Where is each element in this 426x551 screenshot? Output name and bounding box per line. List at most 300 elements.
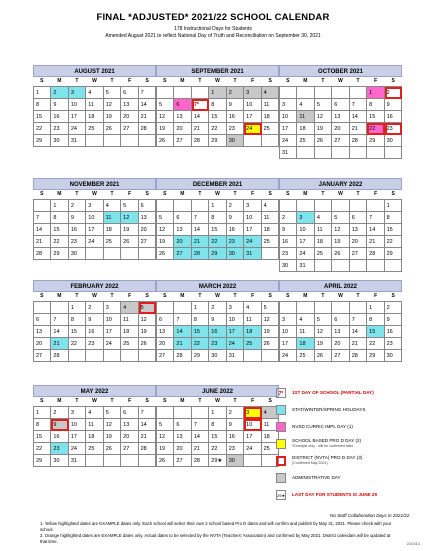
day-cell: 19 xyxy=(104,431,121,443)
day-cell: 23 xyxy=(227,443,244,455)
day-cell: 12 xyxy=(315,326,332,338)
weekday-row xyxy=(156,397,279,406)
day-cell: 29 xyxy=(367,350,384,362)
day-cell: 8 xyxy=(367,99,384,111)
day-cell: 24 xyxy=(104,338,121,350)
weekday-label: T xyxy=(198,293,202,299)
day-cell: 30 xyxy=(51,135,68,147)
amendment-note: Amended August 2021 to reflect National Day of Truth and Reconciliation on September 30, 2021 xyxy=(105,33,321,39)
day-cell xyxy=(332,87,349,99)
day-cell: 14 xyxy=(174,326,191,338)
day-cell xyxy=(297,200,314,212)
day-cell: 27 xyxy=(332,350,349,362)
day-cell: 11 xyxy=(315,224,332,236)
day-cell: 31 xyxy=(69,135,86,147)
weekday-label: T xyxy=(110,78,114,84)
day-cell xyxy=(139,350,156,362)
day-cell: 6 xyxy=(121,87,138,99)
day-cell: 5 xyxy=(121,200,138,212)
day-cell: 24 xyxy=(227,338,244,350)
day-cell: 7 xyxy=(139,407,156,419)
legend xyxy=(276,385,416,504)
day-cell: 6 xyxy=(139,200,156,212)
day-cell xyxy=(280,87,297,99)
weekday-label: S xyxy=(163,398,167,404)
weekday-label: M xyxy=(303,293,308,299)
legend-item xyxy=(276,419,416,434)
day-cell: 25 xyxy=(297,350,314,362)
day-cell: 11 xyxy=(104,212,121,224)
day-cell: 26 xyxy=(104,443,121,455)
day-cell: 26 xyxy=(315,135,332,147)
legend-label: ADMINISTRATIVE DAY xyxy=(292,474,341,480)
weekday-label: T xyxy=(233,293,237,299)
day-cell: 4 xyxy=(262,200,279,212)
month-header: MAY 2022 xyxy=(33,385,156,397)
day-cell: 7* xyxy=(192,99,209,111)
day-cell: 4 xyxy=(315,212,332,224)
weekday-label: S xyxy=(268,191,272,197)
day-cell xyxy=(244,135,261,147)
day-cell: 18 xyxy=(121,326,138,338)
month-may-2022 xyxy=(33,385,156,467)
day-cell: 5 xyxy=(104,87,121,99)
day-cell: 15 xyxy=(192,326,209,338)
day-cell: 4 xyxy=(262,87,279,99)
weekday-label: F xyxy=(128,398,132,404)
day-cell: 1 xyxy=(367,302,384,314)
day-cell xyxy=(192,200,209,212)
day-cell xyxy=(139,248,156,260)
day-cell: 10 xyxy=(244,212,261,224)
day-cell: 10 xyxy=(227,314,244,326)
legend-swatch xyxy=(276,456,286,466)
day-cell: 16 xyxy=(51,431,68,443)
weekday-label: T xyxy=(110,191,114,197)
day-cell xyxy=(297,147,314,159)
day-cell xyxy=(86,455,103,467)
legend-item xyxy=(276,436,416,451)
day-cell: 23 xyxy=(69,236,86,248)
day-cell: 11 xyxy=(262,419,279,431)
day-cell: 22 xyxy=(367,338,384,350)
day-cell: 6 xyxy=(332,314,349,326)
day-cell: 27 xyxy=(121,443,138,455)
day-cell: 22 xyxy=(385,236,402,248)
weekday-row xyxy=(279,77,402,86)
day-cell xyxy=(332,147,349,159)
day-cell: 22 xyxy=(192,338,209,350)
legend-swatch: 29★ xyxy=(276,490,286,500)
legend-swatch xyxy=(276,439,286,449)
day-cell: 29 xyxy=(209,248,226,260)
weekday-label: S xyxy=(391,78,395,84)
day-cell: 22 xyxy=(209,443,226,455)
legend-label: NVSD CURRIC IMPL DAY (1) xyxy=(292,423,353,429)
weekday-label: M xyxy=(57,191,62,197)
day-cell: 7 xyxy=(367,212,384,224)
legend-note: *Example only - will be confirmed later xyxy=(292,443,353,448)
weekday-label: T xyxy=(356,78,360,84)
weekday-label: T xyxy=(356,191,360,197)
day-cell: 21 xyxy=(192,443,209,455)
weekday-label: T xyxy=(233,398,237,404)
day-cell: 31 xyxy=(227,350,244,362)
day-cell: 27 xyxy=(34,350,51,362)
day-cell: 4 xyxy=(121,302,138,314)
weekday-row xyxy=(33,397,156,406)
day-cell: 15 xyxy=(367,326,384,338)
day-cell: 11 xyxy=(262,99,279,111)
day-grid xyxy=(156,406,279,467)
day-cell: 25 xyxy=(262,443,279,455)
day-cell: 20 xyxy=(139,224,156,236)
day-cell: 11 xyxy=(262,212,279,224)
day-cell xyxy=(104,248,121,260)
instructional-days-note: 178 Instructional Days for Students xyxy=(174,26,252,32)
day-cell: 12 xyxy=(104,419,121,431)
day-cell xyxy=(86,135,103,147)
weekday-label: W xyxy=(92,293,97,299)
day-cell: 30 xyxy=(280,260,297,272)
day-cell xyxy=(367,200,384,212)
day-cell: 12 xyxy=(262,314,279,326)
weekday-label: F xyxy=(128,293,132,299)
day-cell: 24 xyxy=(280,135,297,147)
day-cell: 12 xyxy=(157,431,174,443)
day-cell xyxy=(157,87,174,99)
day-cell: 11 xyxy=(244,314,261,326)
day-cell: 25 xyxy=(262,236,279,248)
day-cell: 9 xyxy=(280,224,297,236)
weekday-label: T xyxy=(356,293,360,299)
day-cell: 15 xyxy=(209,111,226,123)
day-cell: 26 xyxy=(157,455,174,467)
day-cell: 3 xyxy=(69,407,86,419)
day-cell xyxy=(262,350,279,362)
day-cell xyxy=(139,135,156,147)
legend-item xyxy=(276,470,416,485)
day-cell: 5 xyxy=(139,302,156,314)
day-cell: 8 xyxy=(209,212,226,224)
month-header: JANUARY 2022 xyxy=(279,178,402,190)
day-cell: 1 xyxy=(34,407,51,419)
day-cell: 20 xyxy=(174,236,191,248)
weekday-label: S xyxy=(268,293,272,299)
day-cell: 22 xyxy=(209,236,226,248)
day-cell xyxy=(244,455,261,467)
weekday-label: T xyxy=(321,293,325,299)
day-cell: 17 xyxy=(86,224,103,236)
day-cell xyxy=(297,87,314,99)
month-february-2022 xyxy=(33,280,156,362)
day-cell: 18 xyxy=(262,111,279,123)
weekday-label: M xyxy=(180,191,185,197)
day-cell: 4 xyxy=(86,407,103,419)
day-cell: 21 xyxy=(174,338,191,350)
weekday-label: M xyxy=(180,293,185,299)
weekday-label: W xyxy=(215,191,220,197)
day-cell: 13 xyxy=(332,111,349,123)
day-cell: 26 xyxy=(332,248,349,260)
day-cell: 25 xyxy=(244,338,261,350)
month-header: APRIL 2022 xyxy=(279,280,402,292)
day-cell: 7 xyxy=(350,314,367,326)
day-cell: 10 xyxy=(280,111,297,123)
weekday-row xyxy=(33,292,156,301)
day-cell: 4 xyxy=(244,302,261,314)
weekday-label: M xyxy=(57,293,62,299)
day-cell: 20 xyxy=(350,236,367,248)
weekday-label: T xyxy=(110,293,114,299)
day-cell: 14 xyxy=(192,111,209,123)
day-cell: 8 xyxy=(69,314,86,326)
day-cell: 21 xyxy=(192,123,209,135)
day-cell: 5 xyxy=(262,302,279,314)
month-header: AUGUST 2021 xyxy=(33,65,156,77)
day-cell: 21 xyxy=(34,236,51,248)
day-cell: 21 xyxy=(350,338,367,350)
legend-item xyxy=(276,453,416,468)
day-cell: 28 xyxy=(174,350,191,362)
day-cell: 5 xyxy=(157,419,174,431)
day-cell: 1 xyxy=(69,302,86,314)
day-cell: 7 xyxy=(139,87,156,99)
day-cell xyxy=(192,87,209,99)
day-cell: 30 xyxy=(385,350,402,362)
day-cell: 15 xyxy=(34,111,51,123)
day-cell: 29 xyxy=(34,135,51,147)
legend-swatch xyxy=(276,473,286,483)
day-cell: 20 xyxy=(34,338,51,350)
day-cell: 25 xyxy=(86,443,103,455)
day-cell: 3 xyxy=(280,99,297,111)
day-cell: 16 xyxy=(69,224,86,236)
day-cell: 28 xyxy=(139,123,156,135)
day-cell: 6 xyxy=(332,99,349,111)
day-cell: 6 xyxy=(121,407,138,419)
day-cell: 5 xyxy=(315,314,332,326)
day-cell: 9 xyxy=(51,419,68,431)
month-header: OCTOBER 2021 xyxy=(279,65,402,77)
weekday-label: S xyxy=(286,191,290,197)
day-cell: 10 xyxy=(86,212,103,224)
day-cell: 17 xyxy=(227,326,244,338)
weekday-label: S xyxy=(268,398,272,404)
day-cell: 2 xyxy=(51,407,68,419)
month-header: SEPTEMBER 2021 xyxy=(156,65,279,77)
day-cell: 8 xyxy=(34,419,51,431)
day-cell: 1 xyxy=(385,200,402,212)
day-cell: 10 xyxy=(297,224,314,236)
day-cell: 23 xyxy=(51,123,68,135)
day-cell: 2 xyxy=(51,87,68,99)
day-cell: 18 xyxy=(297,338,314,350)
day-cell: 30 xyxy=(209,350,226,362)
day-cell: 22 xyxy=(51,236,68,248)
day-cell: 23 xyxy=(86,338,103,350)
day-cell: 25 xyxy=(315,248,332,260)
day-cell: 9 xyxy=(51,99,68,111)
day-cell: 9 xyxy=(385,99,402,111)
day-cell: 26 xyxy=(121,236,138,248)
day-cell: 17 xyxy=(244,111,261,123)
day-cell: 3 xyxy=(104,302,121,314)
day-cell: 20 xyxy=(121,111,138,123)
day-cell: 15 xyxy=(209,224,226,236)
day-cell: 16 xyxy=(385,326,402,338)
day-cell: 24 xyxy=(86,236,103,248)
day-cell xyxy=(86,350,103,362)
day-cell: 9 xyxy=(227,212,244,224)
weekday-label: T xyxy=(75,293,79,299)
month-november-2021 xyxy=(33,178,156,260)
day-cell: 8 xyxy=(209,419,226,431)
day-cell xyxy=(34,200,51,212)
month-december-2021 xyxy=(156,178,279,260)
day-cell: 24 xyxy=(244,123,261,135)
weekday-label: S xyxy=(391,191,395,197)
day-cell: 29 xyxy=(209,135,226,147)
day-cell: 1 xyxy=(367,87,384,99)
day-grid xyxy=(279,301,402,362)
month-header: MARCH 2022 xyxy=(156,280,279,292)
weekday-label: S xyxy=(286,78,290,84)
day-cell xyxy=(104,455,121,467)
day-cell: 1 xyxy=(209,87,226,99)
doc-code: 210414 xyxy=(406,541,420,546)
weekday-label: F xyxy=(128,78,132,84)
day-cell: 26 xyxy=(315,350,332,362)
day-cell: 8 xyxy=(34,99,51,111)
day-cell: 18 xyxy=(104,224,121,236)
weekday-label: S xyxy=(391,293,395,299)
day-cell: 11 xyxy=(297,326,314,338)
day-cell: 3 xyxy=(244,87,261,99)
weekday-label: M xyxy=(303,191,308,197)
day-cell: 18 xyxy=(262,431,279,443)
day-cell: 17 xyxy=(244,224,261,236)
day-cell: 30 xyxy=(227,135,244,147)
weekday-label: T xyxy=(75,191,79,197)
day-cell: 16 xyxy=(280,236,297,248)
day-cell xyxy=(385,260,402,272)
weekday-label: F xyxy=(374,293,378,299)
day-cell: 18 xyxy=(86,111,103,123)
legend-label: DISTRICT (NVTA) PRO D DAY (3) (Confirmed May 2021) xyxy=(292,455,363,465)
weekday-label: W xyxy=(215,293,220,299)
day-cell: 3 xyxy=(86,200,103,212)
day-cell: 20 xyxy=(157,338,174,350)
day-cell xyxy=(121,135,138,147)
day-cell: 23 xyxy=(385,338,402,350)
day-cell xyxy=(315,302,332,314)
day-cell xyxy=(350,200,367,212)
weekday-label: M xyxy=(303,78,308,84)
day-cell: 1 xyxy=(209,407,226,419)
day-cell xyxy=(297,302,314,314)
day-cell: 8 xyxy=(51,212,68,224)
day-grid xyxy=(33,86,156,147)
day-cell: 22 xyxy=(367,123,384,135)
day-cell xyxy=(367,260,384,272)
day-cell: 17 xyxy=(297,236,314,248)
day-grid xyxy=(279,86,402,159)
day-cell: 3 xyxy=(69,87,86,99)
day-cell: 10 xyxy=(280,326,297,338)
weekday-label: S xyxy=(145,78,149,84)
weekday-row xyxy=(279,190,402,199)
day-cell: 20 xyxy=(174,123,191,135)
day-cell: 27 xyxy=(139,236,156,248)
day-cell: 22 xyxy=(34,443,51,455)
day-cell: 28 xyxy=(367,248,384,260)
day-cell: 24 xyxy=(244,443,261,455)
month-january-2022 xyxy=(279,178,402,272)
day-cell: 17 xyxy=(104,326,121,338)
day-cell: 17 xyxy=(280,123,297,135)
day-cell: 27 xyxy=(350,248,367,260)
weekday-row xyxy=(33,77,156,86)
day-cell: 11 xyxy=(121,314,138,326)
day-cell: 31 xyxy=(297,260,314,272)
weekday-label: T xyxy=(198,398,202,404)
day-cell: 14 xyxy=(350,111,367,123)
day-grid xyxy=(33,199,156,260)
day-cell: 13 xyxy=(121,419,138,431)
day-cell xyxy=(332,302,349,314)
day-cell: 28 xyxy=(192,135,209,147)
day-cell: 15 xyxy=(367,111,384,123)
weekday-label: F xyxy=(251,78,255,84)
day-cell xyxy=(121,248,138,260)
day-cell: 28 xyxy=(51,350,68,362)
day-cell: 2 xyxy=(86,302,103,314)
day-cell: 3 xyxy=(280,314,297,326)
day-cell: 28 xyxy=(192,248,209,260)
day-cell: 2 xyxy=(227,407,244,419)
legend-note: (Confirmed May 2021) xyxy=(292,460,328,465)
day-cell: 25 xyxy=(104,236,121,248)
day-cell: 12 xyxy=(104,99,121,111)
footnote-2: 2. Orange highlighted dates are EXAMPLE dates only. Actual dates to be selected by the NVTA (Teachers' Association) and confirmed by May 2021. District calendars will be updated at that time. xyxy=(40,533,391,544)
day-cell: 30 xyxy=(385,135,402,147)
day-cell: 23 xyxy=(385,123,402,135)
weekday-label: S xyxy=(163,293,167,299)
day-cell: 9 xyxy=(69,212,86,224)
day-cell: 16 xyxy=(51,111,68,123)
day-cell xyxy=(157,407,174,419)
weekday-label: T xyxy=(233,78,237,84)
day-cell xyxy=(174,87,191,99)
day-cell: 20 xyxy=(332,338,349,350)
day-cell xyxy=(157,200,174,212)
legend-label: 1ST DAY OF SCHOOL (PARTIAL DAY) xyxy=(292,389,374,395)
weekday-label: T xyxy=(198,191,202,197)
day-grid xyxy=(33,301,156,362)
weekday-label: M xyxy=(57,398,62,404)
weekday-label: S xyxy=(40,293,44,299)
weekday-label: F xyxy=(374,78,378,84)
day-cell: 11 xyxy=(297,111,314,123)
day-cell: 1 xyxy=(51,200,68,212)
weekday-label: T xyxy=(233,191,237,197)
day-cell: 30 xyxy=(227,455,244,467)
day-cell: 2 xyxy=(69,200,86,212)
day-cell: 5 xyxy=(157,99,174,111)
day-cell xyxy=(244,350,261,362)
day-cell: 28 xyxy=(139,443,156,455)
